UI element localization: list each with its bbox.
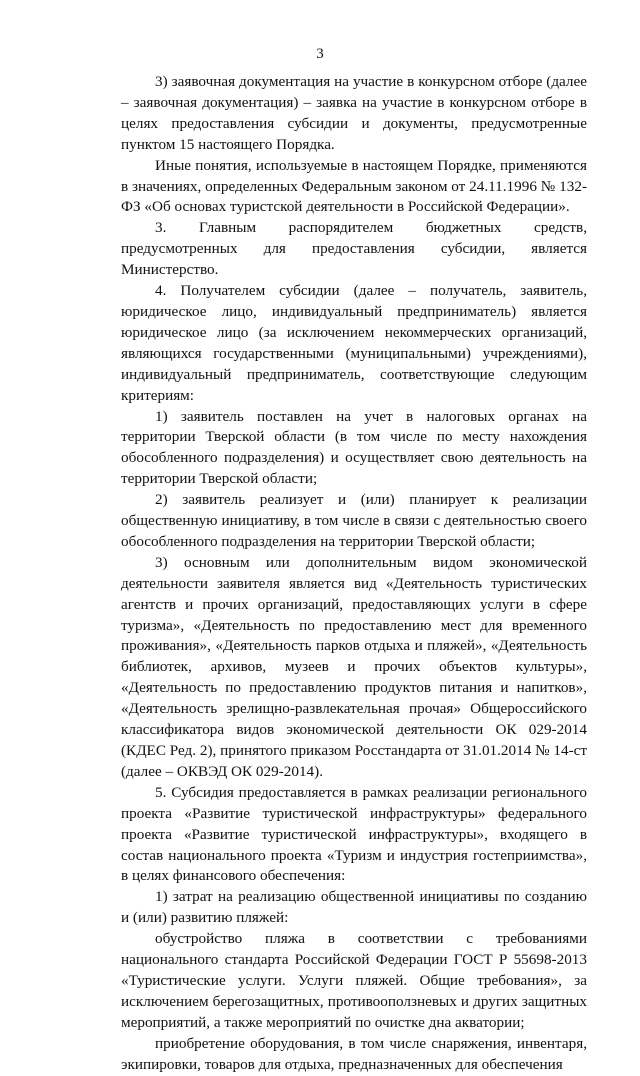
- paragraph-subsidy-purpose: 5. Субсидия предоставляется в рамках реализации регионального проекта «Развитие туристической инфраструктуры» федерального проекта «Развитие туристической инфраструктуры», входящего в состав национального проекта «Туризм и индустрия гостеприимства», в целях финансового обеспечения:: [121, 783, 587, 885]
- paragraph-definition-3: 3) заявочная документация на участие в конкурсном отборе (далее – заявочная документация) – заявка на участие в конкурсном отборе в целях предоставления субсидии и документы, предусмотренные пунктом 15 настоящего Порядка.: [121, 73, 587, 153]
- paragraph-recipient: 4. Получателем субсидии (далее – получатель, заявитель, юридическое лицо, индивидуальный предприниматель) является юридическое лицо (за исключением некоммерческих организаций, являющихся государственными (муниципальными) учреждениями), индивидуальный предприниматель, соответствующие следующим критериям:: [121, 282, 587, 404]
- paragraph-criterion-3: 3) основным или дополнительным видом экономической деятельности заявителя является вид «Деятельность туристических агентств и прочих организаций, предоставляющих услуги в сфере туризма», «Деятельность по предоставлению мест для временного проживания», «Деятельность парков отдыха и пляжей», «Деятельность библиотек, архивов, музеев и прочих объектов культуры», «Деятельность по предоставлению продуктов питания и напитков», «Деятельность зрелищно-развлекательная прочая» Общероссийского классификатора видов экономической деятельности ОК 029-2014 (КДЕС Ред. 2), принятого приказом Росстандарта от 31.01.2014 № 14-ст (далее – ОКВЭД ОК 029-2014).: [121, 553, 588, 780]
- paragraph-equipment-purchase: приобретение оборудования, в том числе снаряжения, инвентаря, экипировки, товаров для отдыха, предназначенных для обеспечения: [121, 1034, 587, 1073]
- page-number: 3: [316, 46, 324, 62]
- paragraph-purpose-1: 1) затрат на реализацию общественной инициативы по созданию и (или) развитию пляжей:: [121, 888, 587, 927]
- document-body: [121, 72, 587, 1076]
- paragraph-main-manager: 3. Главным распорядителем бюджетных средств, предусмотренных для предоставления субсидии, является Министерство.: [121, 219, 587, 279]
- paragraph-other-terms: Иные понятия, используемые в настоящем Порядке, применяются в значениях, определенных Федеральным законом от 24.11.1996 № 132-ФЗ «Об основах туристской деятельности в Российской Федерации».: [121, 156, 587, 216]
- paragraph-criterion-2: 2) заявитель реализует и (или) планирует к реализации общественную инициативу, в том числе в связи с деятельностью своего обособленного подразделения на территории Тверской области;: [121, 491, 587, 550]
- paragraph-beach-arrangement: обустройство пляжа в соответствии с требованиями национального стандарта Российской Федерации ГОСТ Р 55698-2013 «Туристические услуги. Услуги пляжей. Общие требования», за исключением берегозащитных, противооползневых и других защитных мероприятий, а также мероприятий по очистке дна акватории;: [121, 930, 587, 1031]
- paragraph-criterion-1: 1) заявитель поставлен на учет в налоговых органах на территории Тверской области (в том числе по месту нахождения обособленного подразделения) и осуществляет свою деятельность на территории Тверской области;: [121, 407, 587, 488]
